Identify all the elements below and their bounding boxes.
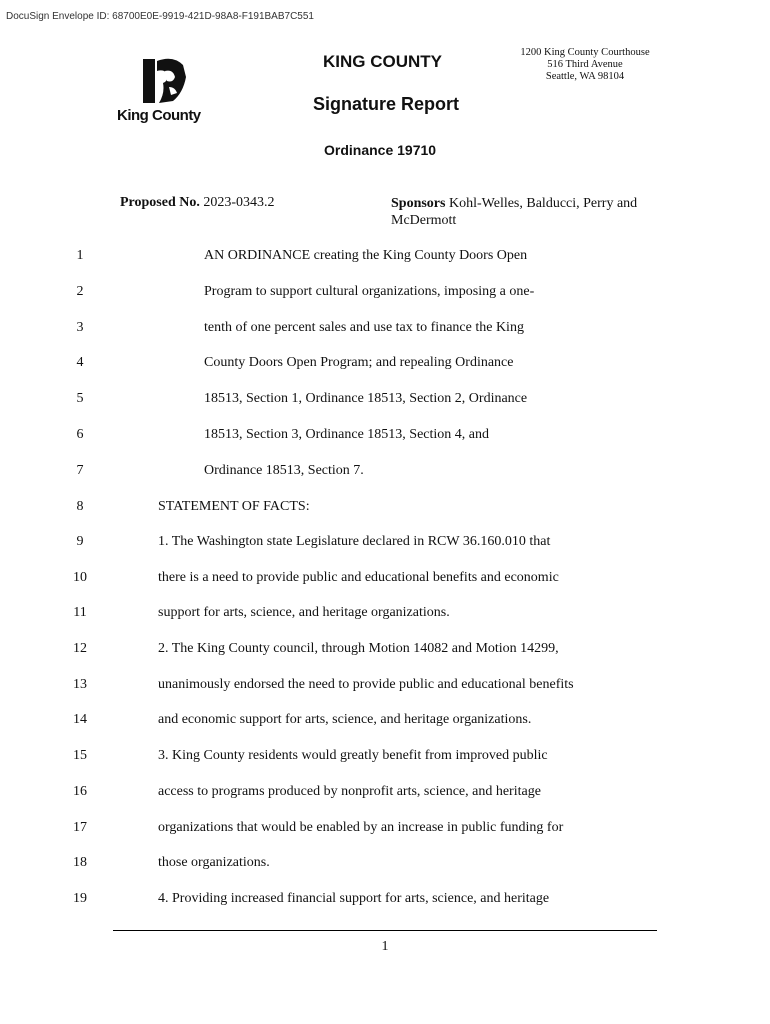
document-line — [0, 820, 770, 840]
line-number: 5 — [76, 391, 84, 406]
line-text: support for arts, science, and heritage organizations. — [158, 605, 450, 620]
line-text: organizations that would be enabled by an increase in public funding for — [158, 820, 564, 835]
line-text: 18513, Section 1, Ordinance 18513, Section 2, Ordinance — [204, 391, 528, 406]
line-text: AN ORDINANCE creating the King County Doors Open — [204, 248, 528, 263]
line-text: 1. The Washington state Legislature declared in RCW 36.160.010 that — [158, 534, 551, 549]
footer-divider — [113, 930, 657, 931]
line-text: tenth of one percent sales and use tax to finance the King — [204, 320, 524, 335]
document-line — [0, 391, 770, 411]
line-number: 13 — [73, 677, 87, 692]
logo-text: King County — [117, 107, 201, 124]
document-line — [0, 748, 770, 768]
sponsors — [391, 195, 641, 229]
line-number: 2 — [76, 284, 84, 299]
document-line — [0, 712, 770, 732]
line-text: and economic support for arts, science, and heritage organizations. — [158, 712, 532, 727]
line-number: 18 — [73, 855, 87, 870]
line-number: 12 — [73, 641, 87, 656]
document-line — [0, 855, 770, 875]
proposed-number — [120, 195, 275, 211]
king-county-logo — [117, 57, 213, 127]
line-number: 9 — [76, 534, 84, 549]
page-number: 1 — [381, 939, 389, 954]
document-line — [0, 605, 770, 625]
line-number: 15 — [73, 748, 87, 763]
line-text: Ordinance 18513, Section 7. — [204, 463, 364, 478]
document-line — [0, 641, 770, 661]
line-number: 19 — [73, 891, 87, 906]
proposed-label: Proposed No. — [120, 195, 200, 210]
document-line — [0, 677, 770, 697]
line-text: Program to support cultural organizations, imposing a one- — [204, 284, 535, 299]
document-line — [0, 427, 770, 447]
proposed-value: 2023-0343.2 — [203, 195, 275, 210]
report-title: Signature Report — [313, 94, 460, 114]
line-text: STATEMENT OF FACTS: — [158, 499, 310, 514]
document-line — [0, 463, 770, 483]
line-text: 4. Providing increased financial support for arts, science, and heritage — [158, 891, 550, 906]
document-line — [0, 499, 770, 519]
document-line — [0, 784, 770, 804]
line-number: 1 — [76, 248, 84, 263]
document-line — [0, 534, 770, 554]
county-heading: KING COUNTY — [323, 52, 442, 71]
line-text: 2. The King County council, through Motion 14082 and Motion 14299, — [158, 641, 559, 656]
docusign-envelope-id: DocuSign Envelope ID: 68700E0E-9919-421D-98A8-F191BAB7C551 — [6, 11, 314, 22]
document-line — [0, 891, 770, 911]
address-line: 1200 King County Courthouse — [520, 47, 650, 58]
line-text: unanimously endorsed the need to provide public and educational benefits — [158, 677, 574, 692]
line-text: County Doors Open Program; and repealing Ordinance — [204, 355, 514, 370]
king-county-logo-icon — [143, 57, 187, 105]
address-line: 516 Third Avenue — [547, 59, 623, 70]
sponsors-label: Sponsors — [391, 196, 446, 211]
line-number: 4 — [76, 355, 84, 370]
line-number: 11 — [73, 605, 87, 620]
document-line — [0, 248, 770, 268]
line-number: 7 — [76, 463, 84, 478]
document-line — [0, 284, 770, 304]
line-number: 8 — [76, 499, 84, 514]
line-number: 3 — [76, 320, 84, 335]
sponsors-value: Kohl-Welles, Balducci, Perry and McDermott — [391, 196, 638, 228]
ordinance-number: Ordinance 19710 — [324, 142, 437, 158]
line-number: 16 — [73, 784, 87, 799]
document-line — [0, 355, 770, 375]
courthouse-address — [515, 47, 655, 83]
address-line: Seattle, WA 98104 — [545, 71, 625, 82]
line-text: access to programs produced by nonprofit arts, science, and heritage — [158, 784, 541, 799]
document-line — [0, 320, 770, 340]
line-number: 14 — [73, 712, 87, 727]
line-text: 3. King County residents would greatly benefit from improved public — [158, 748, 548, 763]
document-line — [0, 570, 770, 590]
line-number: 17 — [73, 820, 87, 835]
line-text: those organizations. — [158, 855, 270, 870]
line-text: there is a need to provide public and educational benefits and economic — [158, 570, 559, 585]
line-text: 18513, Section 3, Ordinance 18513, Section 4, and — [204, 427, 490, 442]
line-number: 10 — [73, 570, 87, 585]
line-number: 6 — [76, 427, 84, 442]
